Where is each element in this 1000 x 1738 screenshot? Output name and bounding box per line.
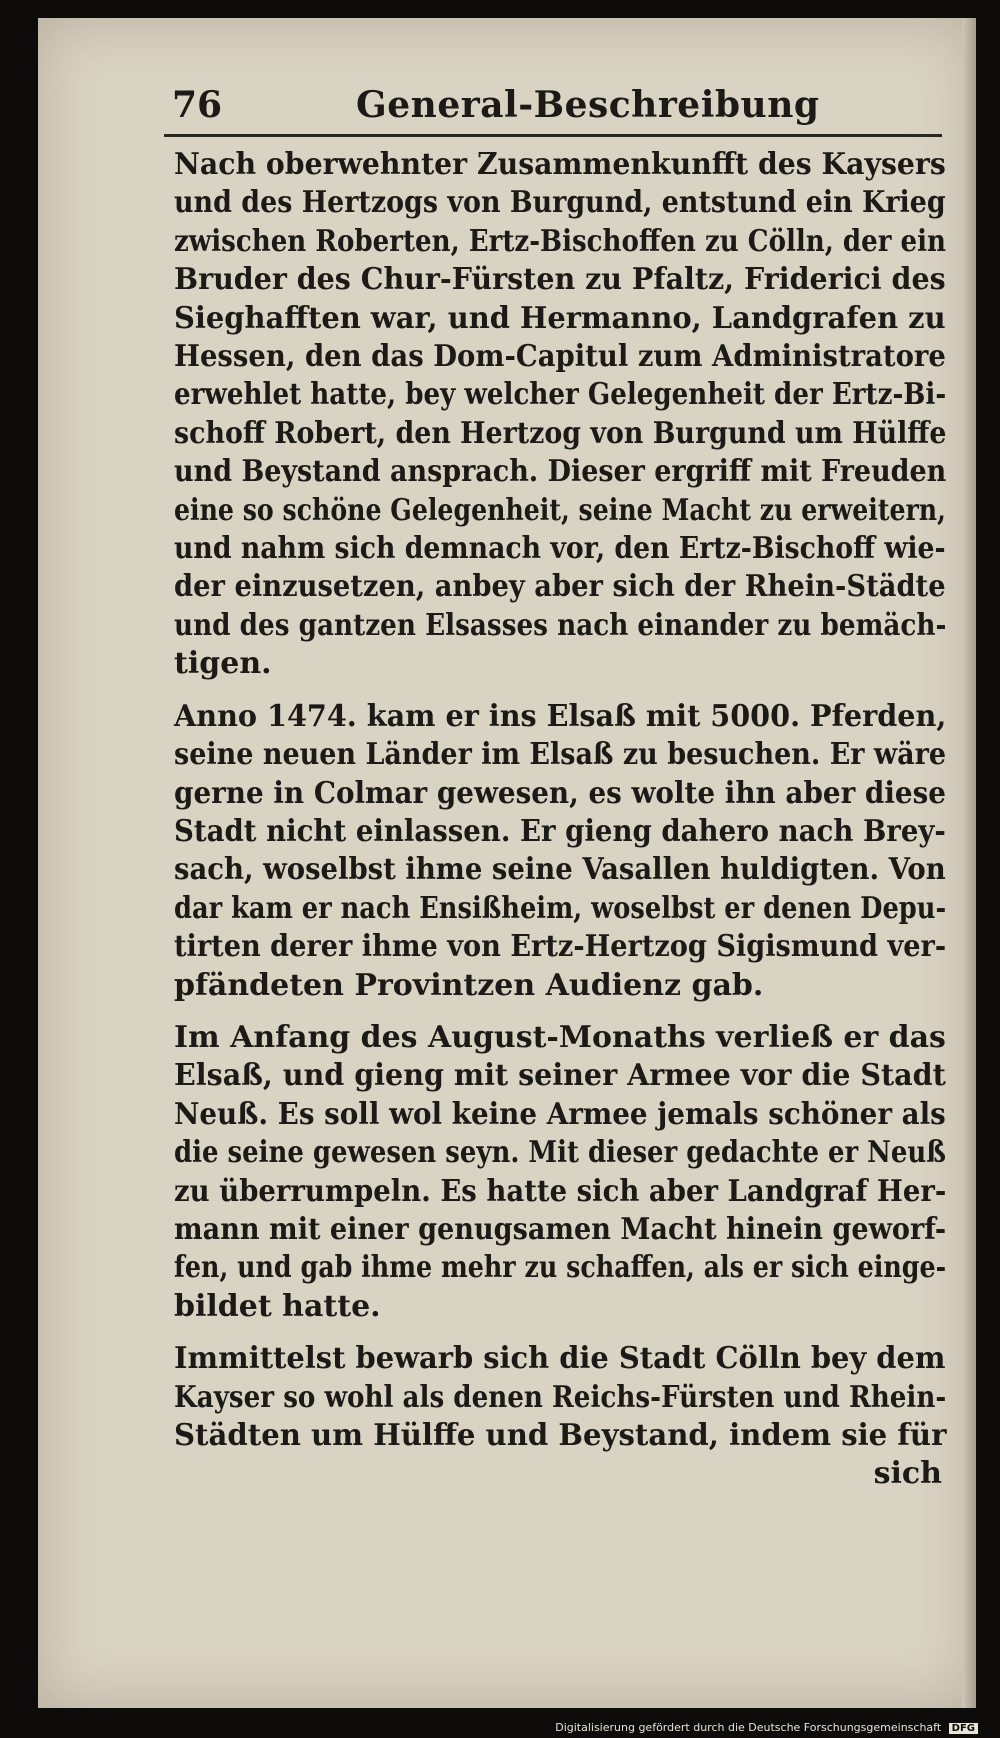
text-line: pfändeten Provintzen Audienz gab. [174, 967, 764, 1003]
text-line: gerne in Colmar gewesen, es wolte ihn aber diese [174, 775, 946, 811]
text-line: die seine gewesen seyn. Mit dieser gedachte er Neuß [174, 1135, 946, 1171]
text-line: und nahm sich demnach vor, den Ertz-Bischoff wie- [174, 531, 946, 567]
catchword: sich [873, 1456, 942, 1492]
text-line: Im Anfang des August-Monaths verließ er das [174, 1019, 946, 1055]
text-line: Hessen, den das Dom-Capitul zum Administratore [174, 339, 946, 375]
text-line: Nach oberwehnter Zusammenkunfft des Kaysers [174, 147, 946, 182]
text-line: Neuß. Es soll wol keine Armee jemals schöner als [174, 1096, 946, 1132]
text-line: erwehlet hatte, bey welcher Gelegenheit der Ertz-Bi- [174, 377, 947, 413]
text-line: und des gantzen Elsasses nach einander zu bemäch- [174, 607, 947, 643]
text-line: zu überrumpeln. Es hatte sich aber Landgraf Her- [174, 1173, 947, 1209]
text-line: sach, woselbst ihme seine Vasallen huldigten. Von [174, 852, 946, 888]
page-header [134, 78, 940, 138]
page-edge [962, 18, 976, 1708]
paragraph-2 [174, 698, 946, 1005]
paragraph-gap [174, 1005, 946, 1019]
text-line: Stadt nicht einlassen. Er gieng dahero nach Brey- [174, 813, 946, 849]
text-line: seine neuen Länder im Elsaß zu besuchen. Er wäre [174, 737, 947, 773]
page-number: 76 [172, 84, 223, 126]
text-line: schoff Robert, den Hertzog von Burgund um Hülffe [174, 415, 947, 451]
paragraph-gap [174, 1326, 946, 1340]
footer-credit [555, 1721, 978, 1734]
paragraph-1 [174, 146, 946, 684]
text-line: Anno 1474. kam er ins Elsaß mit 5000. Pferden, [174, 698, 947, 734]
text-line: und des Hertzogs von Burgund, entstund ein Krieg [174, 185, 946, 221]
text-line: fen, und gab ihme mehr zu schaffen, als er sich einge- [174, 1250, 947, 1286]
text-line: tigen. [174, 646, 272, 682]
text-block [174, 146, 946, 1494]
running-head: General-Beschreibung [356, 84, 820, 126]
text-line: eine so schöne Gelegenheit, seine Macht zu erweitern, [174, 492, 946, 528]
paragraph-3 [174, 1019, 946, 1326]
text-line: dar kam er nach Ensißheim, woselbst er denen Depu- [174, 890, 947, 926]
text-line: und Beystand ansprach. Dieser ergriff mit Freuden [174, 454, 947, 490]
text-line: mann mit einer genugsamen Macht hinein geworf- [174, 1211, 947, 1247]
dfg-logo: DFG [949, 1723, 978, 1734]
text-line: Bruder des Chur-Fürsten zu Pfaltz, Friderici des [174, 262, 946, 298]
text-line: Sieghafften war, und Hermanno, Landgrafen zu [174, 300, 946, 336]
text-line: bildet hatte. [174, 1288, 381, 1324]
text-line: der einzusetzen, anbey aber sich der Rhein-Städte [174, 569, 946, 605]
text-line: tirten derer ihme von Ertz-Hertzog Sigismund ver- [174, 929, 947, 965]
paragraph-gap [174, 684, 946, 698]
paragraph-4 [174, 1340, 946, 1494]
header-rule [164, 134, 942, 137]
text-line: zwischen Roberten, Ertz-Bischoffen zu Cölln, der ein [174, 223, 947, 259]
text-line: Immittelst bewarb sich die Stadt Cölln bey dem [174, 1341, 946, 1377]
footer-credit-text: Digitalisierung gefördert durch die Deutsche Forschungsgemeinschaft [555, 1721, 942, 1734]
text-line: Städten um Hülffe und Beystand, indem sie für [174, 1418, 947, 1453]
text-line: Kayser so wohl als denen Reichs-Fürsten und Rhein- [174, 1379, 947, 1415]
text-line: Elsaß, und gieng mit seiner Armee vor die Stadt [174, 1058, 946, 1094]
